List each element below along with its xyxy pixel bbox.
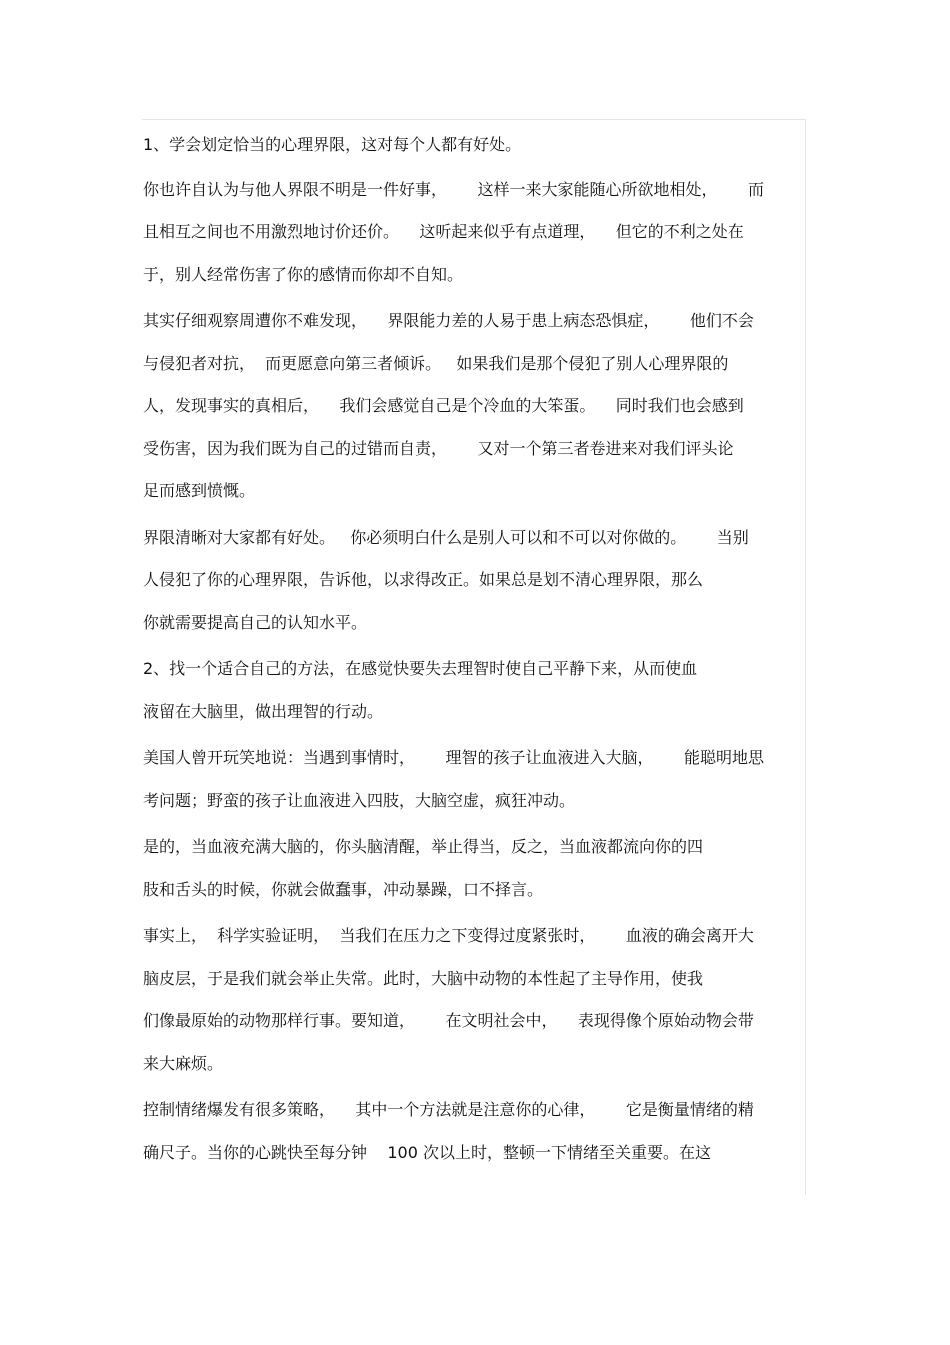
text-line: 人，发现事实的真相后， 我们会感觉自己是个冷血的大笨蛋。 同时我们也会感到 [143,396,744,415]
text-line: 们像最原始的动物那样行事。要知道， 在文明社会中， 表现得像个原始动物会带 [143,1011,754,1030]
text-line: 是的，当血液充满大脑的，你头脑清醒，举止得当，反之，当血液都流向你的四 [143,837,704,856]
paragraph-7 [143,826,806,911]
text-line: 界限清晰对大家都有好处。 你必须明白什么是别人可以和不可以对你做的。 当别 [143,527,749,547]
paragraph-6 [143,737,806,822]
document-body [143,124,806,1174]
text-line: 2、找一个适合自己的方法，在感觉快要失去理智时使自己平静下来，从而使血 [143,659,698,678]
text-line: 美国人曾开玩笑地说：当遇到事情时， 理智的孩子让血液进入大脑， 能聪明地思 [143,748,765,767]
text-line: 人侵犯了你的心理界限，告诉他，以求得改正。如果总是划不清心理界限，那么 [143,570,704,589]
text-line: 考问题；野蛮的孩子让血液进入四肢，大脑空虚，疯狂冲动。 [143,790,576,810]
paragraph-5-heading [143,648,806,733]
paragraph-1-heading [143,124,806,167]
text-line: 与侵犯者对抗， 而更愿意向第三者倾诉。 如果我们是那个侵犯了别人心理界限的 [143,353,729,373]
text-line: 受伤害，因为我们既为自己的过错而自责， 又对一个第三者卷进来对我们评头论 [143,438,734,458]
paragraph-3 [143,300,806,513]
text-line: 确尺子。当你的心跳快至每分钟 100 次以上时，整顿一下情绪至关重要。在这 [143,1142,711,1162]
paragraph-2 [143,169,806,297]
paragraph-9 [143,1089,806,1174]
text-line: 液留在大脑里，做出理智的行动。 [143,701,384,721]
text-line: 脑皮层，于是我们就会举止失常。此时，大脑中动物的本性起了主导作用，使我 [143,968,704,988]
text-line: 你就需要提高自己的认知水平。 [143,612,368,632]
text-line: 足而感到愤慨。 [143,481,256,500]
text-line: 1、学会划定恰当的心理界限，这对每个人都有好处。 [143,135,522,154]
text-line: 其实仔细观察周遭你不难发现， 界限能力差的人易于患上病态恐惧症， 他们不会 [143,311,754,330]
text-line: 来大麻烦。 [143,1053,224,1073]
text-line: 控制情绪爆发有很多策略， 其中一个方法就是注意你的心律， 它是衡量情绪的精 [143,1100,754,1119]
text-line: 事实上， 科学实验证明， 当我们在压力之下变得过度紧张时， 血液的确会离开大 [143,926,754,945]
paragraph-8 [143,915,806,1085]
text-line: 于，别人经常伤害了你的感情而你却不自知。 [143,264,464,284]
text-line: 且相互之间也不用激烈地讨价还价。 这听起来似乎有点道理， 但它的不利之处在 [143,222,744,241]
paragraph-4 [143,517,806,645]
text-line: 你也许自认为与他人界限不明是一件好事， 这样一来大家能随心所欲地相处， 而 [143,179,765,199]
text-line: 肢和舌头的时候，你就会做蠢事，冲动暴躁，口不择言。 [143,879,544,899]
